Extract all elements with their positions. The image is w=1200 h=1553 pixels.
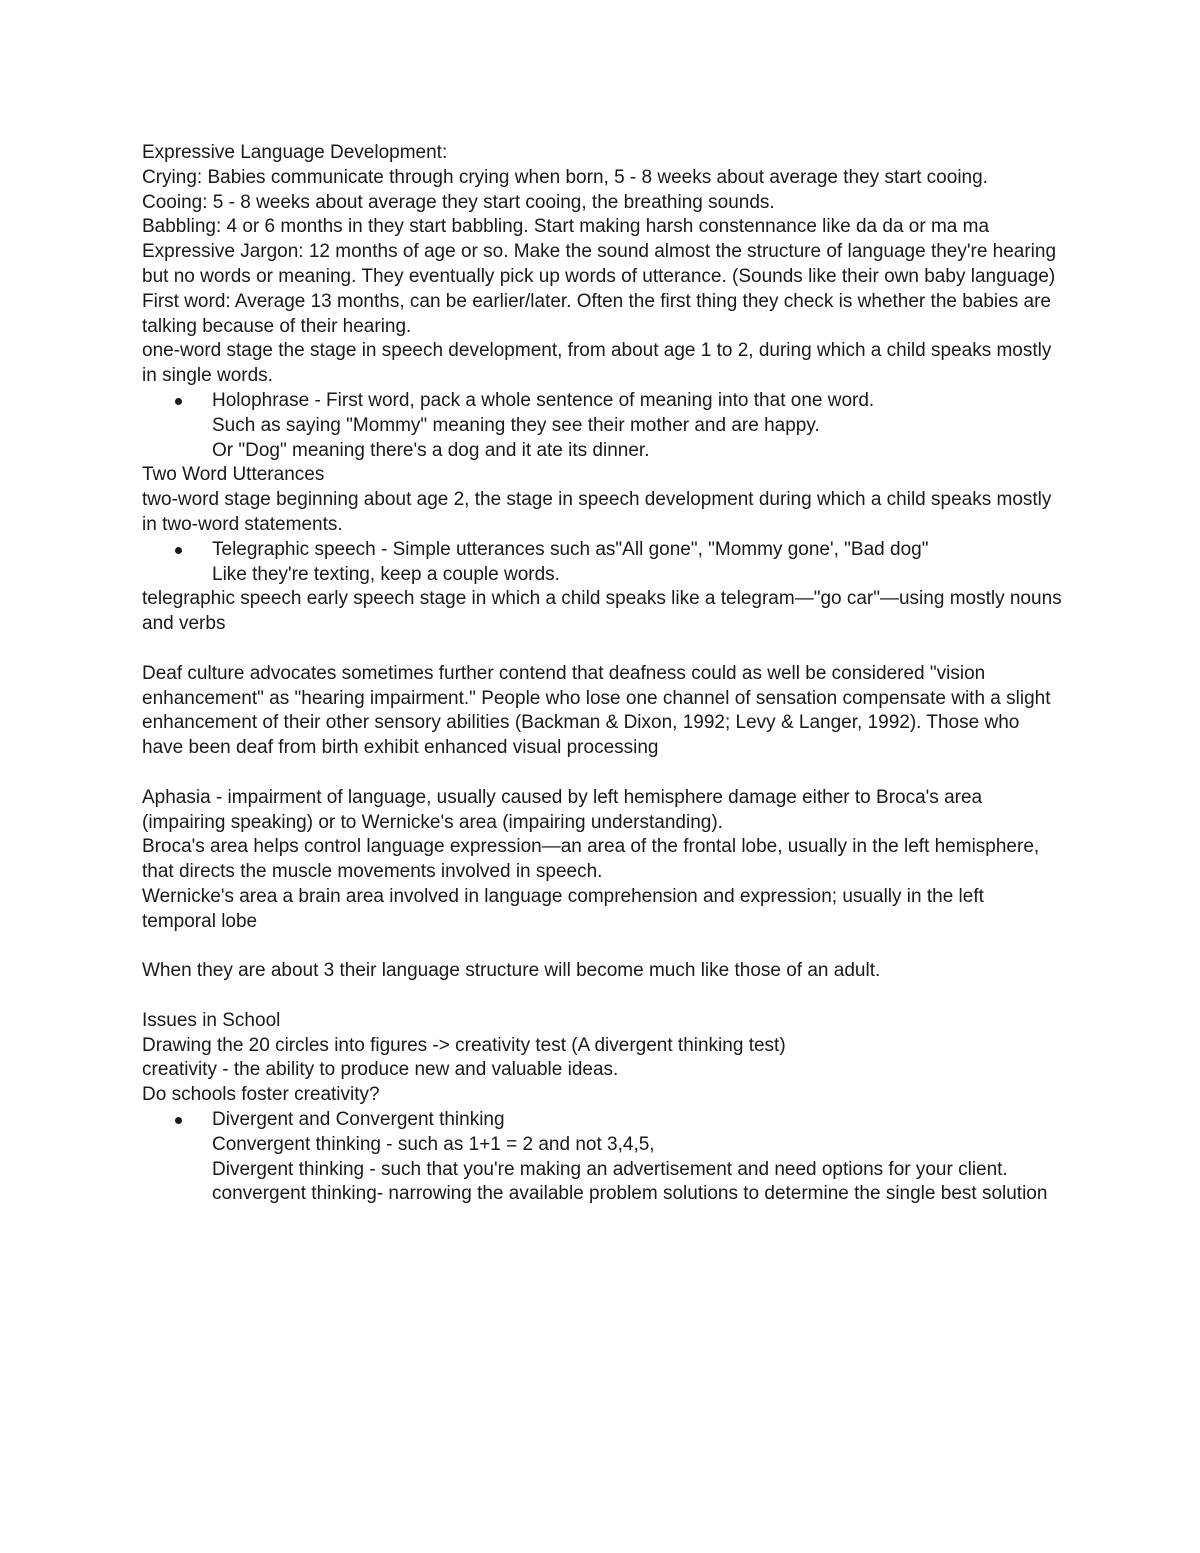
telegraphic-example: Like they're texting, keep a couple words.	[212, 563, 560, 585]
thinking-title: Divergent and Convergent thinking	[212, 1109, 505, 1131]
bullet-icon	[175, 547, 182, 554]
babbling-text: Babbling: 4 or 6 months in they start babbling. Start making harsh constennance like da da or ma ma	[142, 216, 990, 238]
holophrase-example-2: Or "Dog" meaning there's a dog and it ate its dinner.	[212, 439, 650, 461]
wernicke-text: Wernicke's area a brain area involved in language comprehension and expression; usually in the left temporal lobe	[142, 885, 984, 932]
age-three-text: When they are about 3 their language structure will become much like those of an adult.	[142, 960, 881, 982]
bullet-icon	[175, 398, 182, 405]
convergent-definition: convergent thinking- narrowing the available problem solutions to determine the single best solution	[212, 1183, 1048, 1205]
school-heading: Issues in School	[142, 1009, 281, 1031]
aphasia-text: Aphasia - impairment of language, usually caused by left hemisphere damage either to Broca's area (impairing speaking) or to Wernicke's area (impairing understanding).	[142, 786, 983, 833]
bullet-icon	[175, 1117, 182, 1124]
circles-text: Drawing the 20 circles into figures -> creativity test (A divergent thinking test)	[142, 1034, 786, 1056]
spacer	[142, 984, 1062, 1009]
holophrase-list-item	[142, 389, 1062, 463]
jargon-text: Expressive Jargon: 12 months of age or so. Make the sound almost the structure of language they're hearing but no words or meaning. They eventually pick up words of utterance. (Sounds like their own baby language)	[142, 241, 1057, 287]
two-word-heading: Two Word Utterances	[142, 464, 325, 486]
holophrase-title: Holophrase - First word, pack a whole sentence of meaning into that one word.	[212, 389, 875, 411]
one-word-stage-text: one-word stage the stage in speech development, from about age 1 to 2, during which a child speaks mostly in single words.	[142, 340, 1052, 387]
cooing-text: Cooing: 5 - 8 weeks about average they start cooing, the breathing sounds.	[142, 191, 775, 213]
crying-text: Crying: Babies communicate through crying when born, 5 - 8 weeks about average they start cooing.	[142, 166, 988, 188]
spacer	[142, 637, 1062, 662]
telegraphic-title: Telegraphic speech - Simple utterances such as"All gone", "Mommy gone', "Bad dog"	[212, 538, 929, 560]
creativity-text: creativity - the ability to produce new and valuable ideas.	[142, 1059, 619, 1081]
spacer	[142, 761, 1062, 786]
convergent-example: Convergent thinking - such as 1+1 = 2 and not 3,4,5,	[212, 1133, 655, 1155]
telegraphic-definition: telegraphic speech early speech stage in which a child speaks like a telegram—"go car"—using mostly nouns and verbs	[142, 588, 1062, 635]
divergent-example: Divergent thinking - such that you're making an advertisement and need options for your client.	[212, 1158, 1008, 1180]
holophrase-example-1: Such as saying "Mommy" meaning they see their mother and are happy.	[212, 414, 820, 436]
section-heading: Expressive Language Development:	[142, 142, 448, 163]
deaf-culture-paragraph: Deaf culture advocates sometimes further contend that deafness could as well be considered "vision enhancement" as "hearing impairment." People who lose one channel of sensation compensate with a slight enhancement of their other sensory abilities (Backman & Dixon, 1992; Levy & Langer, 1992). Those who have been deaf from birth exhibit enhanced visual processing	[142, 662, 1051, 759]
telegraphic-list-item	[142, 538, 1062, 588]
document-page	[142, 141, 1062, 1207]
two-word-stage-text: two-word stage beginning about age 2, the stage in speech development during which a child speaks mostly in two-word statements.	[142, 489, 1052, 535]
spacer	[142, 935, 1062, 960]
thinking-list-item	[142, 1108, 1062, 1207]
broca-text: Broca's area helps control language expression—an area of the frontal lobe, usually in the left hemisphere, that directs the muscle movements involved in speech.	[142, 836, 1040, 883]
first-word-text: First word: Average 13 months, can be earlier/later. Often the first thing they check is whether the babies are talking because of their hearing.	[142, 290, 1051, 337]
school-question: Do schools foster creativity?	[142, 1084, 380, 1106]
